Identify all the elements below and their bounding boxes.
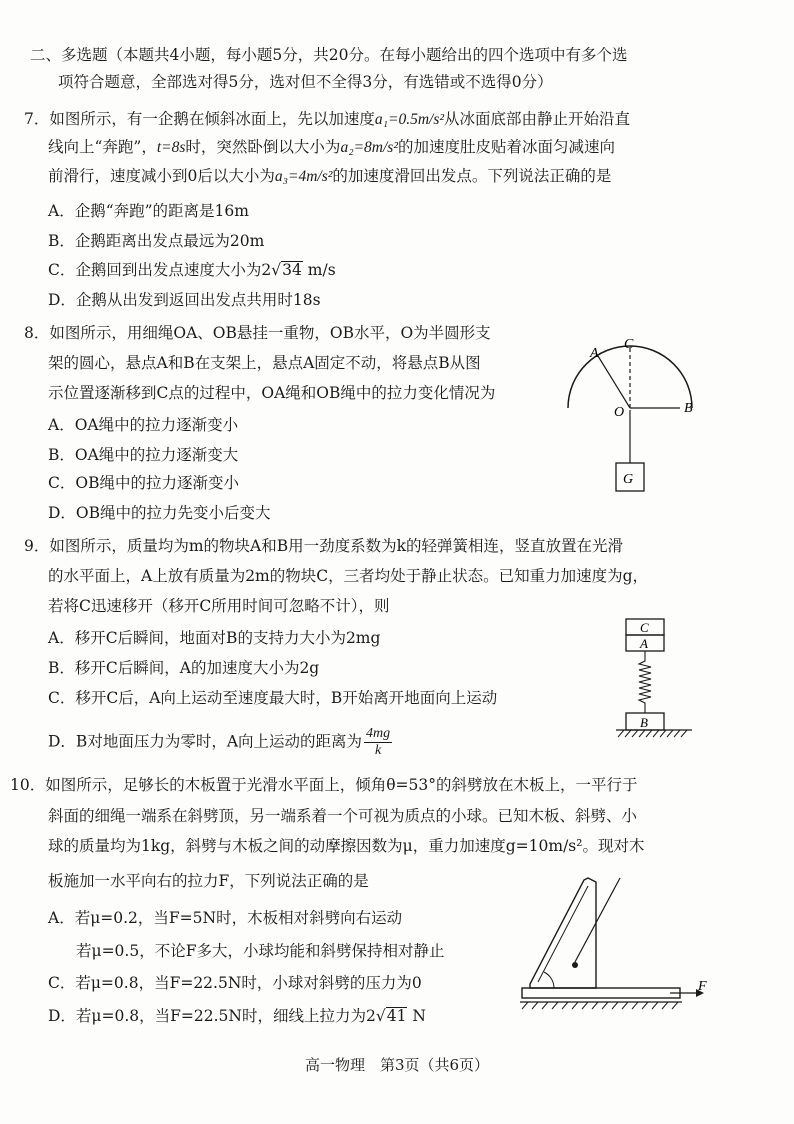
- q10-option-c[interactable]: C．若μ=0.8，当F=22.5N时，小球对斜劈的压力为0: [48, 974, 422, 992]
- q9-option-d[interactable]: D．B对地面压力为零时，A向上运动的距离为 $\frac{4mg}{k}$: [48, 726, 391, 758]
- q10-stem-line2: 斜面的细绳一端系在斜劈顶，另一端系着一个可视为质点的小球。已知木板、斜劈、小: [48, 807, 638, 825]
- q9-option-c[interactable]: C．移开C后，A向上运动至速度最大时，B开始离开地面向上运动: [48, 689, 498, 707]
- q8-stem-line2: 架的圆心，悬点A和B在支架上，悬点A固定不动，将悬点B从图: [48, 354, 481, 372]
- q10-stem-line1: 10．如图所示，足够长的木板置于光滑水平面上，倾角θ=53°的斜劈放在木板上，一平行于: [10, 776, 638, 794]
- board: [522, 988, 680, 998]
- label-b: B: [684, 401, 693, 416]
- label-o: O: [614, 405, 625, 420]
- rope-oa: [598, 356, 630, 408]
- q7-option-d[interactable]: D．企鹅从出发到返回出发点共用时18s: [48, 291, 321, 309]
- label-b: B: [640, 715, 648, 730]
- fraction-4mg-over-k: $\frac{4mg}{k}$: [366, 726, 391, 758]
- ground-hatch: [522, 1002, 678, 1009]
- q7-option-a[interactable]: A．企鹅“奔跑”的距离是16m: [48, 202, 249, 220]
- q10-figure: [520, 872, 720, 1022]
- q10-option-a[interactable]: A．若μ=0.2，当F=5N时，木板相对斜劈向右运动: [48, 909, 403, 927]
- q7-option-c[interactable]: C．企鹅回到出发点速度大小为2√34 m/s: [48, 261, 336, 279]
- q7-option-b[interactable]: B．企鹅距离出发点最远为20m: [48, 232, 265, 250]
- q10-stem-line4: 板施加一水平向右的拉力F，下列说法正确的是: [48, 872, 369, 890]
- page-footer: 高一物理 第3页（共6页）: [304, 1056, 490, 1074]
- q9-stem-line1: 9．如图所示，质量均为m的物块A和B用一劲度系数为k的轻弹簧相连，竖直放置在光滑: [24, 537, 624, 555]
- q8-option-c[interactable]: C．OB绳中的拉力逐渐变小: [48, 474, 239, 492]
- q8-figure: [560, 330, 710, 500]
- q9-stem-line3: 若将C迅速移开（移开C所用时间可忽略不计），则: [48, 597, 390, 615]
- q9-stem-line2: 的水平面上，A上放有质量为2m的物块C，三者均处于静止状态。已知重力加速度为g，: [48, 567, 649, 585]
- label-f: F: [698, 979, 707, 994]
- q9-figure: [614, 615, 704, 745]
- section-heading-cont: 项符合题意，全部选对得5分，选对但不全得3分，有选错或不选得0分）: [58, 73, 553, 91]
- q7-stem-line1: 7．如图所示，有一企鹅在倾斜冰面上，先以加速度a₁=0.5m/s²从冰面底部由静止开始沿直: [24, 110, 631, 128]
- incline-inner: [538, 886, 588, 982]
- q7-stem-line3: 前滑行，速度减小到0后以大小为a₃=4m/s²的加速度滑回出发点。下列说法正确的是: [48, 167, 612, 185]
- label-c: C: [640, 620, 649, 635]
- q8-option-d[interactable]: D．OB绳中的拉力先变小后变大: [48, 504, 271, 522]
- q10-stem-line3: 球的质量均为1kg，斜劈与木板之间的动摩擦因数为μ，重力加速度g=10m/s²。现对木: [48, 837, 645, 855]
- q10-option-b[interactable]: 若μ=0.5，不论F多大，小球均能和斜劈保持相对静止: [76, 942, 445, 960]
- label-a: A: [590, 346, 599, 361]
- spring: [639, 651, 651, 713]
- q9-option-a[interactable]: A．移开C后瞬间，地面对B的支持力大小为2mg: [48, 629, 381, 647]
- angle-arc: [544, 972, 554, 988]
- ball: [572, 962, 578, 968]
- q8-option-a[interactable]: A．OA绳中的拉力逐渐变小: [48, 416, 239, 434]
- label-g: G: [623, 472, 634, 487]
- q7-stem-line2: 线向上“奔跑”，t=8s时，突然卧倒以大小为a₂=8m/s²的加速度肚皮贴着冰面匀减速向: [48, 138, 615, 156]
- q8-stem-line1: 8．如图所示，用细绳OA、OB悬挂一重物，OB水平，O为半圆形支: [24, 324, 491, 342]
- label-c: C: [624, 337, 634, 352]
- section-heading: 二、多选题（本题共4小题，每小题5分，共20分。在每小题给出的四个选项中有多个选: [30, 46, 628, 64]
- q8-option-b[interactable]: B．OA绳中的拉力逐渐变大: [48, 446, 239, 464]
- string: [575, 878, 620, 962]
- q10-option-d[interactable]: D．若μ=0.8，当F=22.5N时，细线上拉力为2√41 N: [48, 1007, 426, 1025]
- ground-hatch: [618, 730, 687, 737]
- q8-stem-line3: 示位置逐渐移到C点的过程中，OA绳和OB绳中的拉力变化情况为: [48, 384, 496, 402]
- q9-option-b[interactable]: B．移开C后瞬间，A的加速度大小为2g: [48, 659, 320, 677]
- label-a: A: [640, 636, 648, 651]
